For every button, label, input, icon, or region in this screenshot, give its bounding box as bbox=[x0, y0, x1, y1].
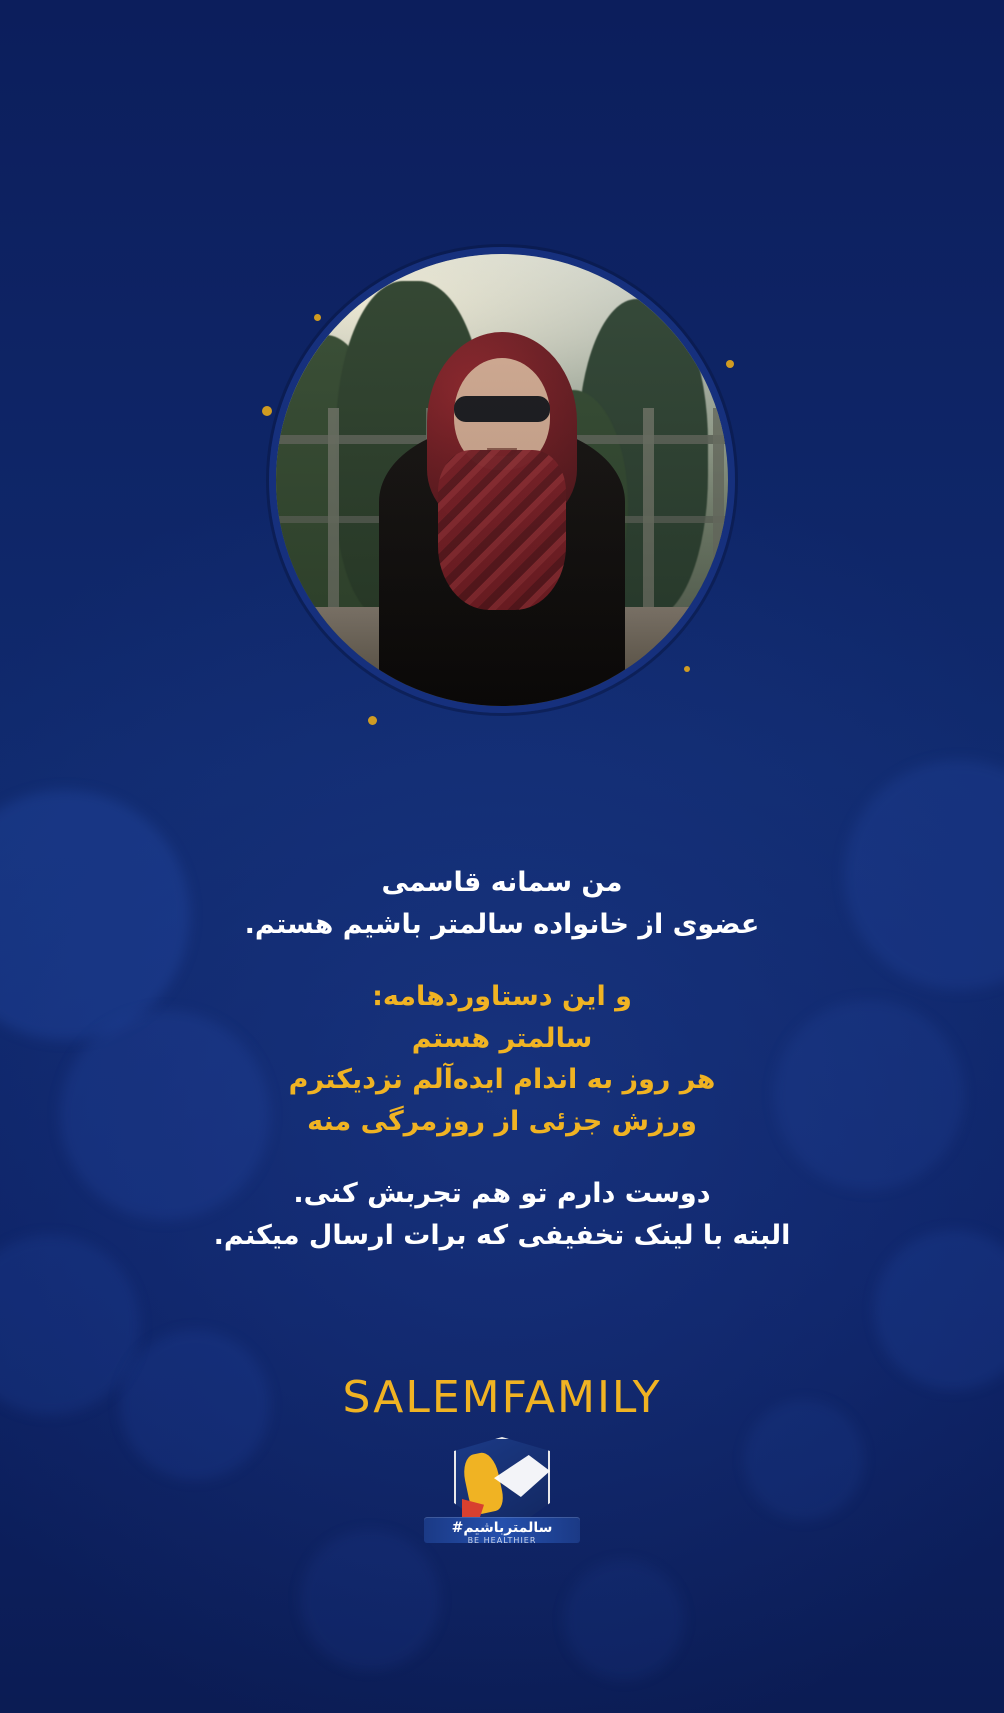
portrait-medallion bbox=[218, 196, 786, 764]
ring-speck bbox=[262, 406, 272, 416]
brand-name: SALEMFAMILY bbox=[342, 1372, 662, 1423]
photo-vignette bbox=[276, 254, 728, 706]
spacer bbox=[0, 1143, 1004, 1173]
portrait-photo bbox=[276, 254, 728, 706]
message-text-stack bbox=[0, 862, 1004, 1257]
invitation-line-1: دوست دارم تو هم تجربش کنی. bbox=[293, 1178, 711, 1210]
logo-banner-text: سالمترباشیم# bbox=[451, 1520, 553, 1536]
logo-banner bbox=[424, 1517, 580, 1543]
ring-speck bbox=[368, 716, 377, 725]
brand-block bbox=[0, 1372, 1004, 1555]
background-bokeh-circle bbox=[564, 1560, 684, 1680]
intro-line-2: عضوی از خانواده سالمتر باشیم هستم. bbox=[244, 908, 760, 940]
achievement-item-1: سالمتر هستم bbox=[411, 1022, 593, 1054]
brand-logo bbox=[422, 1437, 582, 1555]
achievement-item-3: ورزش جزئی از روزمرگی منه bbox=[307, 1106, 697, 1138]
intro-line-1: من سمانه قاسمی bbox=[381, 867, 623, 898]
invitation-line-2: البته با لینک تخفیفی که برات ارسال میکنم. bbox=[213, 1219, 791, 1251]
achievements-heading: و این دستاوردهامه: bbox=[372, 980, 632, 1012]
logo-subtitle: BE HEALTHIER bbox=[467, 1536, 537, 1545]
achievement-item-2: هر روز به اندام ایده‌آلم نزدیکترم bbox=[288, 1064, 716, 1096]
portrait-photo-frame bbox=[269, 247, 735, 713]
spacer bbox=[0, 946, 1004, 976]
